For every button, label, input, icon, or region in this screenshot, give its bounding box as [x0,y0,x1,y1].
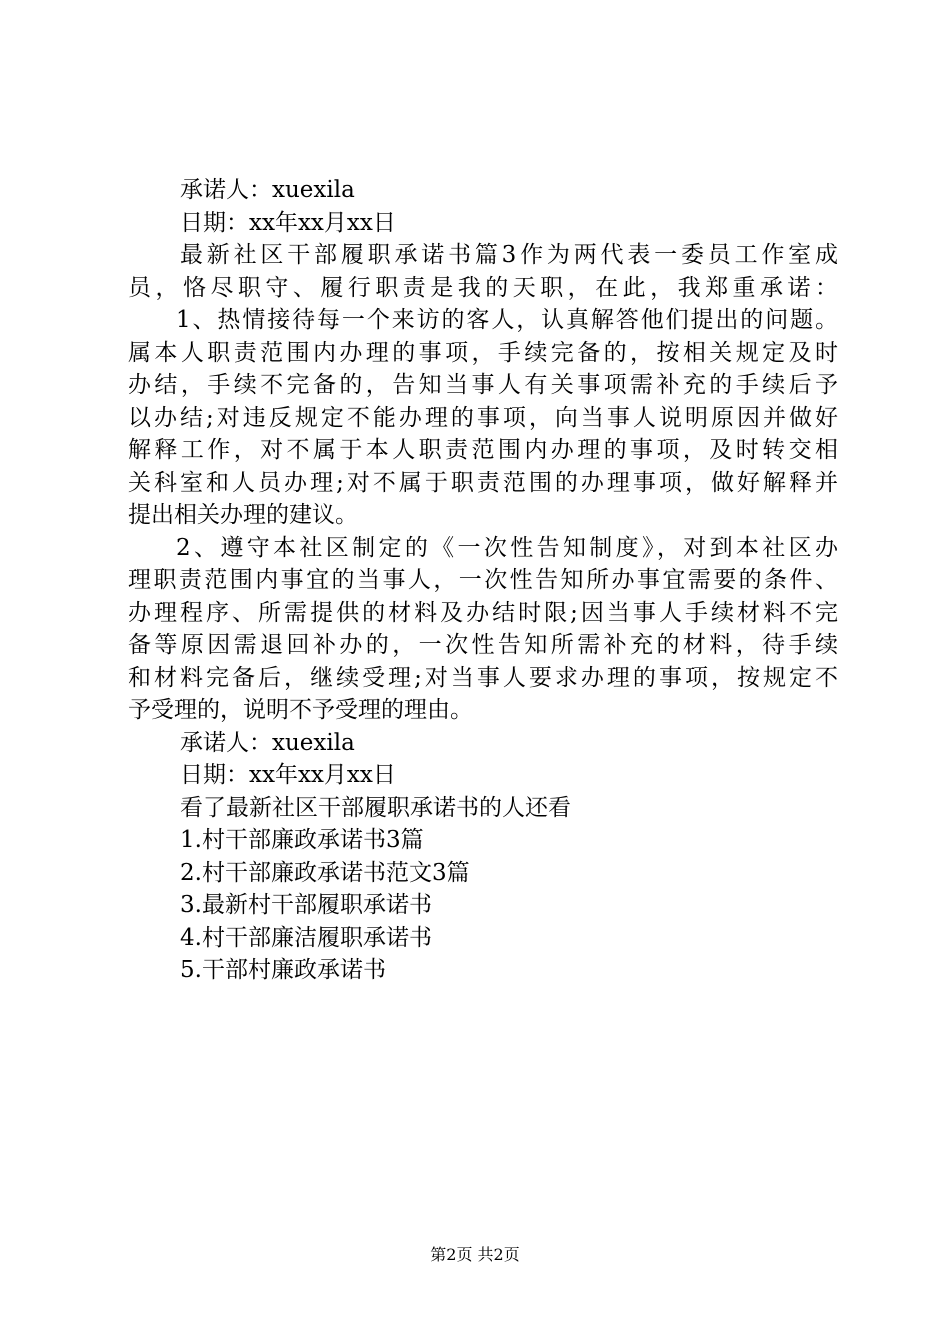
date-line [128,759,838,792]
text-line: 1、热情接待每一个来访的客人，认真解答他们提出的问题。 [176,307,838,333]
text-line: 和材料完备后，继续受理;对当事人要求办理的事项，按规定不 [128,664,838,691]
text-line: 日期：xx年xx月xx日 [180,762,396,788]
text-line: 承诺人：xuexila [180,729,355,756]
related-link[interactable]: 1.村干部廉政承诺书3篇 [180,827,424,853]
page-number: 第2页 共2页 [430,1245,520,1264]
related-link[interactable]: 4.村干部廉洁履职承诺书 [180,924,432,951]
text-line: 予受理的，说明不予受理的理由。 [128,697,473,723]
commitment-item-1 [128,304,838,532]
document-body [128,174,838,987]
text-line: 提出相关办理的建议。 [128,502,358,528]
text-line: 关科室和人员办理;对不属于职责范围的办理事项，做好解释并 [128,469,838,496]
text-line: 办理程序、所需提供的材料及办结时限;因当事人手续材料不完 [128,599,838,626]
text-line: 看了最新社区干部履职承诺书的人还看 [180,794,571,821]
signer-line [128,174,838,207]
related-link[interactable]: 3.最新村干部履职承诺书 [180,892,432,918]
text-line: 员，恪尽职守、履行职责是我的天职，在此，我郑重承诺： [128,274,838,301]
text-line: 备等原因需退回补办的，一次性告知所需补充的材料，待手续 [128,632,838,658]
related-link[interactable]: 5.干部村廉政承诺书 [180,957,386,983]
text-line: 2、遵守本社区制定的《一次性告知制度》，对到本社区办 [176,534,838,561]
text-line: 承诺人：xuexila [180,177,355,203]
text-line: 最新社区干部履职承诺书篇3作为两代表一委员工作室成 [180,242,838,268]
related-list [128,824,838,987]
text-line: 理职责范围内事宜的当事人，一次性告知所办事宜需要的条件、 [128,567,838,593]
text-line: 解释工作，对不属于本人职责范围内办理的事项，及时转交相 [128,437,838,463]
text-line: 以办结;对违反规定不能办理的事项，向当事人说明原因并做好 [128,404,838,431]
signer-line [128,727,838,760]
date-line [128,207,838,240]
related-heading [128,792,838,825]
intro-paragraph [128,239,838,304]
commitment-item-2 [128,532,838,727]
text-line: 属本人职责范围内办理的事项，手续完备的，按相关规定及时 [128,339,838,366]
text-line: 办结，手续不完备的，告知当事人有关事项需补充的手续后予 [128,372,838,398]
text-line: 日期：xx年xx月xx日 [180,209,396,236]
related-link[interactable]: 2.村干部廉政承诺书范文3篇 [180,859,470,886]
